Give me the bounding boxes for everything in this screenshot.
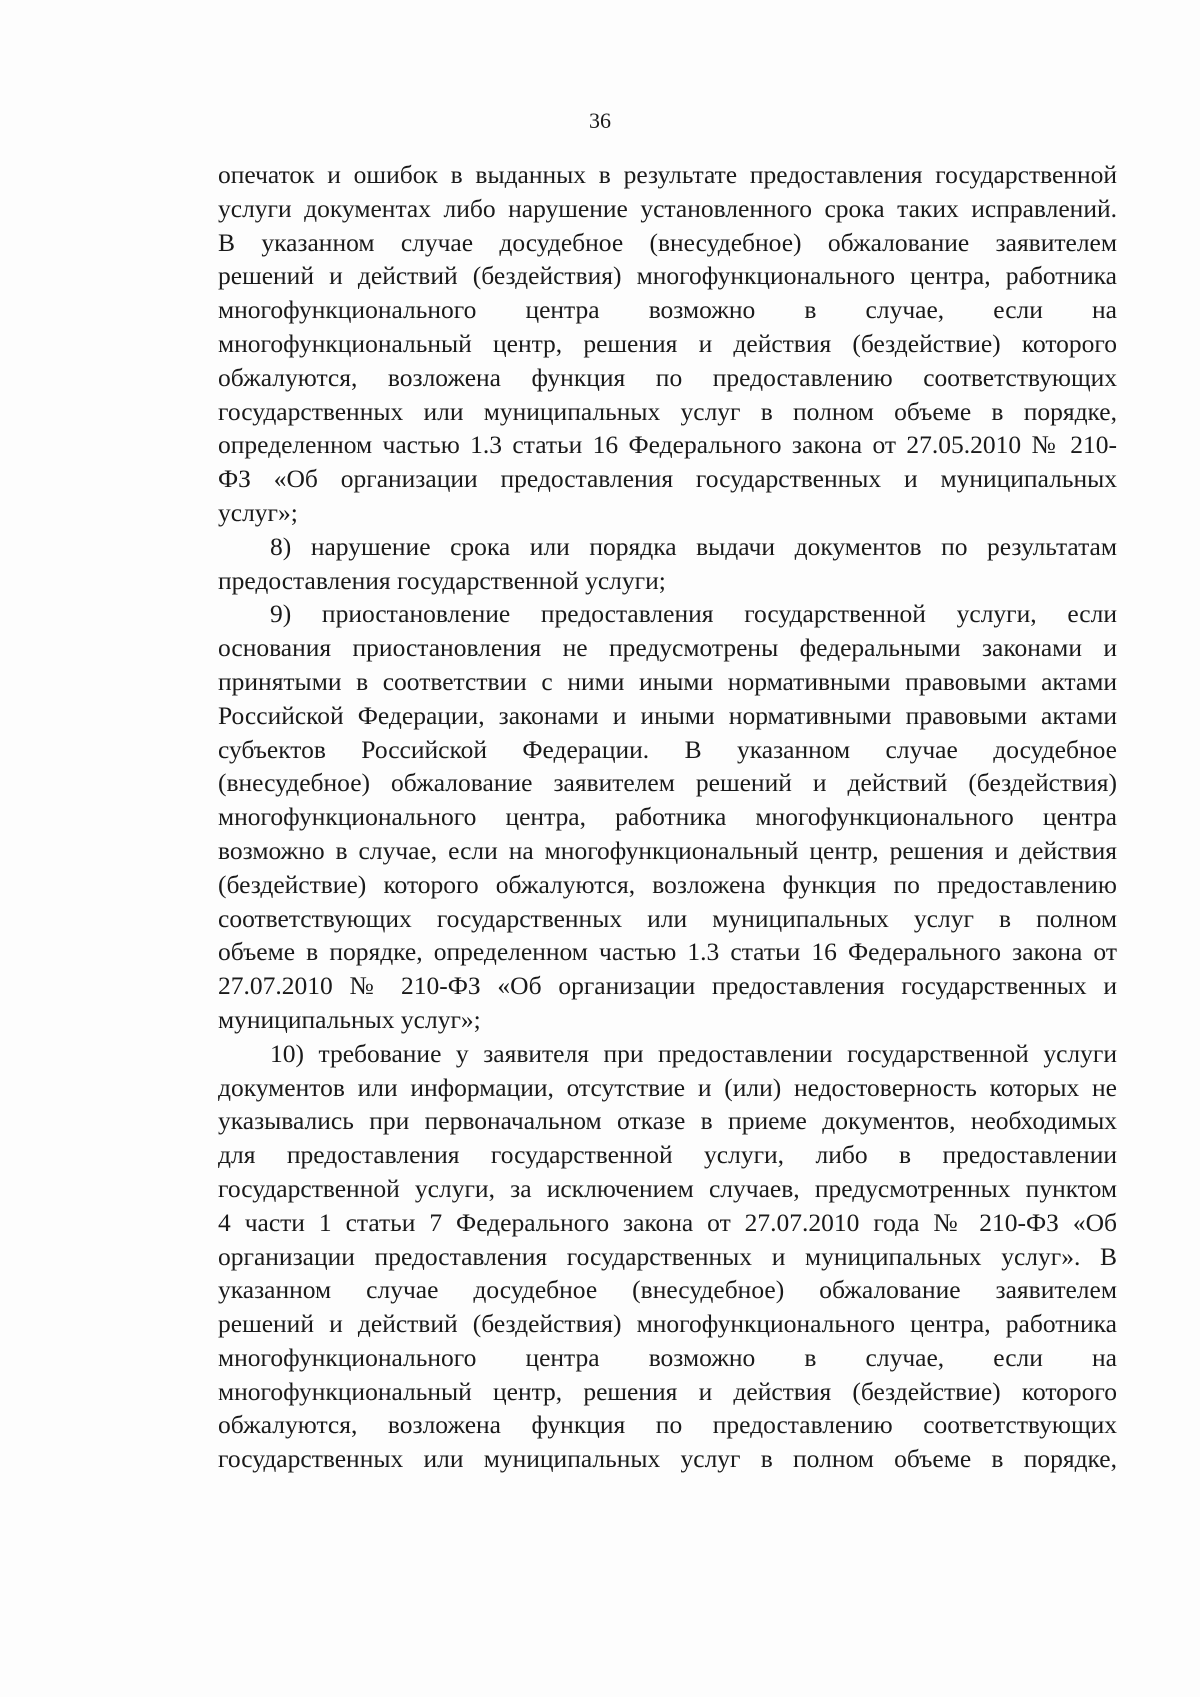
text-line: многофункционального центра возможно в случае, если на	[218, 1342, 1117, 1372]
text-line: обжалуются, возложена функция по предоставлению соответствующих	[218, 362, 1117, 392]
text-line: услуг»;	[218, 497, 298, 527]
text-line: 8) нарушение срока или порядка выдачи документов по результатам	[270, 531, 1117, 561]
text-line: решений и действий (бездействия) многофункционального центра, работника	[218, 261, 1117, 291]
text-line: (бездействие) которого обжалуются, возложена функция по предоставлению	[218, 869, 1117, 899]
text-line: обжалуются, возложена функция по предоставлению соответствующих	[218, 1410, 1117, 1440]
text-line: 9) приостановление предоставления государственной услуги, если	[270, 599, 1117, 629]
text-line: соответствующих государственных или муниципальных услуг в полном	[218, 903, 1117, 933]
text-line: организации предоставления государственных и муниципальных услуг». В	[218, 1241, 1117, 1271]
text-line: 27.07.2010 № 210-ФЗ «Об организации предоставления государственных и	[218, 971, 1117, 1001]
text-line: 4 части 1 статьи 7 Федерального закона от 27.07.2010 года № 210-ФЗ «Об	[218, 1207, 1117, 1237]
body-text	[218, 158, 1117, 1476]
text-line: 10) требование у заявителя при предоставлении государственной услуги	[270, 1038, 1117, 1068]
text-line: В указанном случае досудебное (внесудебное) обжалование заявителем	[218, 227, 1117, 257]
text-line: многофункциональный центр, решения и действия (бездействие) которого	[218, 1376, 1117, 1406]
text-line: указанном случае досудебное (внесудебное) обжалование заявителем	[218, 1275, 1117, 1305]
text-line: услуги документах либо нарушение установленного срока таких исправлений.	[218, 193, 1117, 223]
text-line: возможно в случае, если на многофункциональный центр, решения и действия	[218, 835, 1117, 865]
text-line: опечаток и ошибок в выданных в результате предоставления государственной	[218, 160, 1117, 189]
text-line: указывались при первоначальном отказе в приеме документов, необходимых	[218, 1106, 1117, 1136]
text-line: принятыми в соответствии с ними иными нормативными правовыми актами	[218, 666, 1117, 696]
text-line: ФЗ «Об организации предоставления государственных и муниципальных	[218, 464, 1117, 494]
text-line: государственной услуги, за исключением случаев, предусмотренных пунктом	[218, 1173, 1117, 1203]
text-line: (внесудебное) обжалование заявителем решений и действий (бездействия)	[218, 768, 1117, 798]
text-line: определенном частью 1.3 статьи 16 Федерального закона от 27.05.2010 № 210-	[218, 430, 1117, 460]
text-line: государственных или муниципальных услуг в полном объеме в порядке,	[218, 1444, 1117, 1474]
text-line: многофункционального центра, работника многофункционального центра	[218, 802, 1117, 832]
page-number: 36	[589, 108, 611, 133]
text-line: предоставления государственной услуги;	[218, 565, 666, 595]
text-line: субъектов Российской Федерации. В указанном случае досудебное	[218, 734, 1117, 764]
text-line: документов или информации, отсутствие и (или) недостоверность которых не	[218, 1072, 1117, 1102]
text-line: муниципальных услуг»;	[218, 1004, 481, 1034]
text-line: для предоставления государственной услуги, либо в предоставлении	[218, 1140, 1117, 1170]
text-line: Российской Федерации, законами и иными нормативными правовыми актами	[218, 700, 1117, 730]
text-line: многофункционального центра возможно в случае, если на	[218, 295, 1117, 325]
text-line: государственных или муниципальных услуг в полном объеме в порядке,	[218, 396, 1117, 426]
text-line: основания приостановления не предусмотрены федеральными законами и	[218, 633, 1117, 663]
text-line: многофункциональный центр, решения и действия (бездействие) которого	[218, 328, 1117, 358]
text-line: объеме в порядке, определенном частью 1.3 статьи 16 Федерального закона от	[218, 937, 1117, 967]
text-line: решений и действий (бездействия) многофункционального центра, работника	[218, 1309, 1117, 1339]
